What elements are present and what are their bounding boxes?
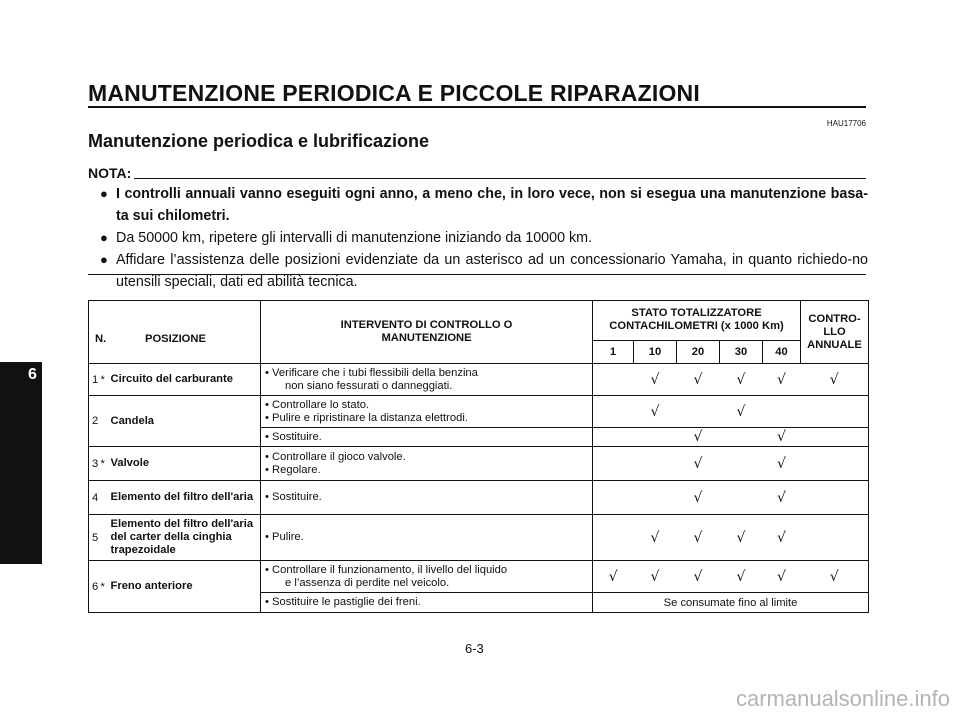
- row-posizione: Circuito del carburante: [111, 364, 261, 396]
- check-mark-icon: √: [677, 447, 720, 481]
- check-mark-icon: √: [693, 568, 703, 585]
- note-item: [100, 183, 868, 227]
- header-intervento: INTERVENTO DI CONTROLLO O MANUTENZIONE: [261, 301, 593, 364]
- action-line: • Controllare il funzionamento, il livello del liquido: [265, 563, 508, 576]
- header-n-posizione: [89, 301, 261, 364]
- footer-link[interactable]: carmanualsonline.info: [735, 686, 950, 711]
- check-mark-icon: √: [763, 481, 801, 515]
- check-mark-icon: √: [801, 364, 869, 396]
- row-action: [261, 515, 593, 561]
- row-number: 5: [89, 515, 101, 561]
- check-mark-icon: √: [736, 568, 746, 585]
- note-text: Da 50000 km, ripetere gli intervalli di manutenzione iniziando da 10000 km.: [116, 230, 593, 246]
- title-rule: [88, 106, 866, 108]
- header-posizione: POSIZIONE: [145, 333, 206, 345]
- header-n: N.: [95, 333, 107, 345]
- table-row: [89, 364, 869, 396]
- row-star: [101, 396, 111, 447]
- row-action: [261, 561, 593, 593]
- action-line: • Controllare il gioco valvole.: [265, 450, 406, 463]
- note-text: I controlli annuali vanno eseguiti ogni anno, a meno che, in loro vece, non si esegua una manutenzione basa-ta sui chilometri.: [116, 186, 868, 224]
- check-cell: [801, 428, 869, 447]
- check-cell: [634, 428, 677, 447]
- header-controllo: CONTRO-LLO ANNUALE: [801, 301, 869, 364]
- check-mark-icon: √: [736, 371, 746, 388]
- row-action: [261, 396, 593, 428]
- header-km-20: 20: [677, 341, 720, 364]
- check-cell: [593, 396, 634, 428]
- note-text: Affidare l’assistenza delle posizioni evidenziate da un asterisco ad un concessionario Yamaha, in quanto richiedo-no utensili speciali, dati ed abilità tecnica.: [116, 252, 868, 290]
- table-row: [89, 515, 869, 561]
- check-cell: [634, 481, 677, 515]
- check-mark-icon: √: [763, 515, 801, 561]
- header-km-1: 1: [593, 341, 634, 364]
- check-cell: [593, 428, 634, 447]
- check-cell: [677, 396, 720, 428]
- row-action: [261, 428, 593, 447]
- action-line: • Sostituire le pastiglie dei freni.: [265, 596, 421, 608]
- row-posizione: Elemento del filtro dell'aria: [111, 481, 261, 515]
- row-action: [261, 364, 593, 396]
- row-posizione: Candela: [111, 396, 261, 447]
- row-action: [261, 481, 593, 515]
- check-mark-icon: √: [777, 568, 786, 585]
- action-line: • Sostituire.: [265, 491, 322, 503]
- row-number: 6: [89, 561, 101, 613]
- check-cell: [593, 364, 634, 396]
- check-mark-icon: √: [763, 447, 801, 481]
- check-mark-icon: √: [693, 371, 703, 388]
- row-star: [101, 481, 111, 515]
- check-mark-icon: √: [720, 515, 763, 561]
- table-row: [89, 396, 869, 428]
- header-km-10: 10: [634, 341, 677, 364]
- check-cell: [801, 481, 869, 515]
- table-row: [89, 561, 869, 593]
- header-km-30: 30: [720, 341, 763, 364]
- chapter-tab: [0, 362, 42, 564]
- row-number: 1: [89, 364, 101, 396]
- maintenance-table: [88, 300, 869, 613]
- row-star: *: [101, 447, 111, 481]
- row-action: [261, 593, 593, 613]
- check-cell: [763, 396, 801, 428]
- table-row: [89, 447, 869, 481]
- check-cell: [801, 515, 869, 561]
- action-line: e l’assenza di perdite nel veicolo.: [285, 576, 450, 589]
- action-line: non siano fessurati o danneggiati.: [285, 379, 453, 392]
- check-mark-icon: √: [801, 561, 869, 593]
- check-cell: [720, 481, 763, 515]
- row-number: 2: [89, 396, 101, 447]
- action-line: • Verificare che i tubi flessibili della benzina: [265, 366, 478, 379]
- row-number: 4: [89, 481, 101, 515]
- check-mark-icon: √: [677, 515, 720, 561]
- table-row: [89, 481, 869, 515]
- header-km-40: 40: [763, 341, 801, 364]
- check-mark-icon: √: [608, 568, 618, 585]
- action-line: • Regolare.: [265, 463, 321, 476]
- bullet-icon: ●: [100, 230, 108, 245]
- action-line: • Pulire e ripristinare la distanza elettrodi.: [265, 411, 468, 424]
- row-posizione: Elemento del filtro dell'aria del carter della cinghia trapezoidale: [111, 515, 261, 561]
- span-note: Se consumate fino al limite: [593, 593, 869, 613]
- section-title: Manutenzione periodica e lubrificazione: [88, 131, 430, 151]
- check-cell: [801, 447, 869, 481]
- chapter-tab-number: 6: [28, 366, 37, 383]
- check-mark-icon: √: [720, 396, 763, 428]
- nota-rule: [134, 178, 866, 179]
- note-item: [100, 227, 868, 249]
- note-item: [100, 249, 868, 293]
- row-star: *: [101, 561, 111, 613]
- check-mark-icon: √: [677, 428, 720, 447]
- chapter-title: MANUTENZIONE PERIODICA E PICCOLE RIPARAZIONI: [88, 80, 700, 106]
- action-line: • Sostituire.: [265, 430, 322, 443]
- check-cell: [720, 447, 763, 481]
- action-line: • Pulire.: [265, 531, 304, 543]
- check-cell: [801, 396, 869, 428]
- header-stato-line2: CONTACHILOMETRI (x 1000 Km): [609, 320, 784, 332]
- action-line: • Controllare lo stato.: [265, 398, 370, 411]
- row-posizione: Freno anteriore: [111, 561, 261, 613]
- check-mark-icon: √: [650, 371, 660, 388]
- notes-list: [100, 183, 868, 293]
- doc-code: HAU17706: [826, 119, 866, 128]
- header-stato: [593, 301, 801, 341]
- bullet-icon: ●: [100, 252, 108, 267]
- check-cell: [593, 481, 634, 515]
- header-stato-line1: STATO TOTALIZZATORE: [631, 307, 762, 319]
- check-cell: [593, 515, 634, 561]
- row-star: *: [100, 373, 105, 386]
- row-number: 3: [89, 447, 101, 481]
- check-cell: [720, 428, 763, 447]
- nota-label: NOTA:: [88, 165, 132, 181]
- check-mark-icon: √: [777, 371, 786, 388]
- page-number: 6-3: [465, 641, 484, 656]
- check-cell: [593, 447, 634, 481]
- row-posizione: Valvole: [111, 447, 261, 481]
- check-mark-icon: √: [677, 481, 720, 515]
- row-star: [101, 515, 111, 561]
- check-mark-icon: √: [763, 428, 801, 447]
- row-action: [261, 447, 593, 481]
- check-mark-icon: √: [634, 515, 677, 561]
- check-cell: [634, 447, 677, 481]
- notes-rule: [88, 274, 866, 275]
- check-mark-icon: √: [634, 396, 677, 428]
- check-mark-icon: √: [650, 568, 660, 585]
- bullet-icon: ●: [100, 186, 108, 201]
